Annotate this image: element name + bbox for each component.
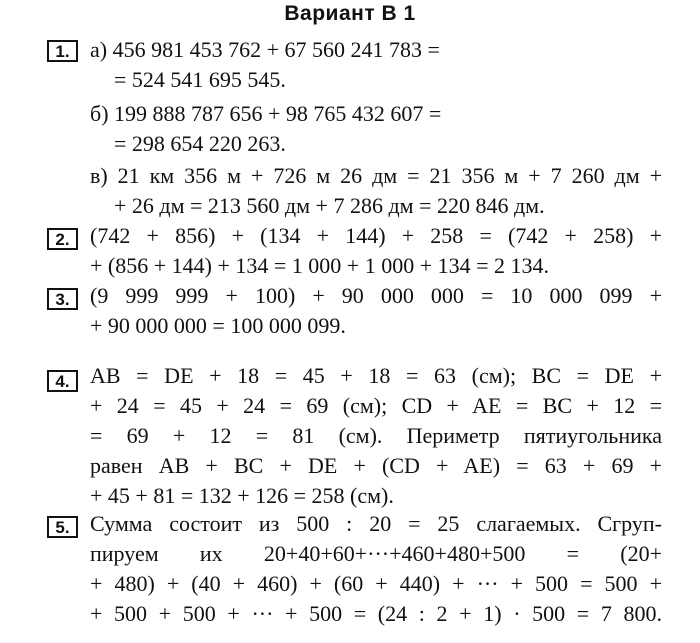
problem-3-line-2: + 90 000 000 = 100 000 099. — [90, 313, 346, 338]
problem-5-line-3: + 480) + (40 + 460) + (60 + 440) + ··· + 500 = 500 + — [90, 571, 662, 596]
problem-1-number: 1. — [47, 40, 78, 62]
problem-5-line-2: пируем их 20+40+60+···+460+480+500 = (20+ — [90, 541, 662, 566]
problem-4-line-2: + 24 = 45 + 24 = 69 (см); CD + AE = BC + 12 = — [90, 393, 662, 418]
problem-1-line-5: в) 21 км 356 м + 726 м 26 дм = 21 356 м + 7 260 дм + — [90, 163, 662, 188]
problem-1-line-2: = 524 541 695 545. — [114, 67, 286, 92]
problem-1-line-1: а) 456 981 453 762 + 67 560 241 783 = — [90, 37, 440, 62]
problem-1-line-4: = 298 654 220 263. — [114, 131, 286, 156]
problem-5-line-4: + 500 + 500 + ··· + 500 = (24 : 2 + 1) · 500 = 7 800. — [90, 601, 662, 626]
problem-4-line-4: равен AB + BC + DE + (CD + AE) = 63 + 69 + — [90, 453, 662, 478]
problem-1-line-6: + 26 дм = 213 560 дм + 7 286 дм = 220 846 дм. — [114, 193, 545, 218]
problem-3-number: 3. — [47, 288, 78, 310]
problem-3-line-1: (9 999 999 + 100) + 90 000 000 = 10 000 099 + — [90, 283, 662, 308]
problem-1-line-3: б) 199 888 787 656 + 98 765 432 607 = — [90, 101, 442, 126]
problem-4-line-5: + 45 + 81 = 132 + 126 = 258 (см). — [90, 483, 394, 508]
problem-2-number: 2. — [47, 228, 78, 250]
problem-5-line-1: Сумма состоит из 500 : 20 = 25 слагаемых. Сгруп- — [90, 511, 662, 536]
problem-5-number: 5. — [47, 516, 78, 538]
problem-2-line-1: (742 + 856) + (134 + 144) + 258 = (742 + 258) + — [90, 223, 662, 248]
problem-2-line-2: + (856 + 144) + 134 = 1 000 + 1 000 + 134 = 2 134. — [90, 253, 550, 278]
problem-4-line-1: AB = DE + 18 = 45 + 18 = 63 (см); BC = DE + — [90, 363, 662, 388]
problem-4-line-3: = 69 + 12 = 81 (см). Периметр пятиугольника — [90, 423, 662, 448]
page-title: Вариант В 1 — [284, 2, 416, 25]
problem-4-number: 4. — [47, 370, 78, 392]
